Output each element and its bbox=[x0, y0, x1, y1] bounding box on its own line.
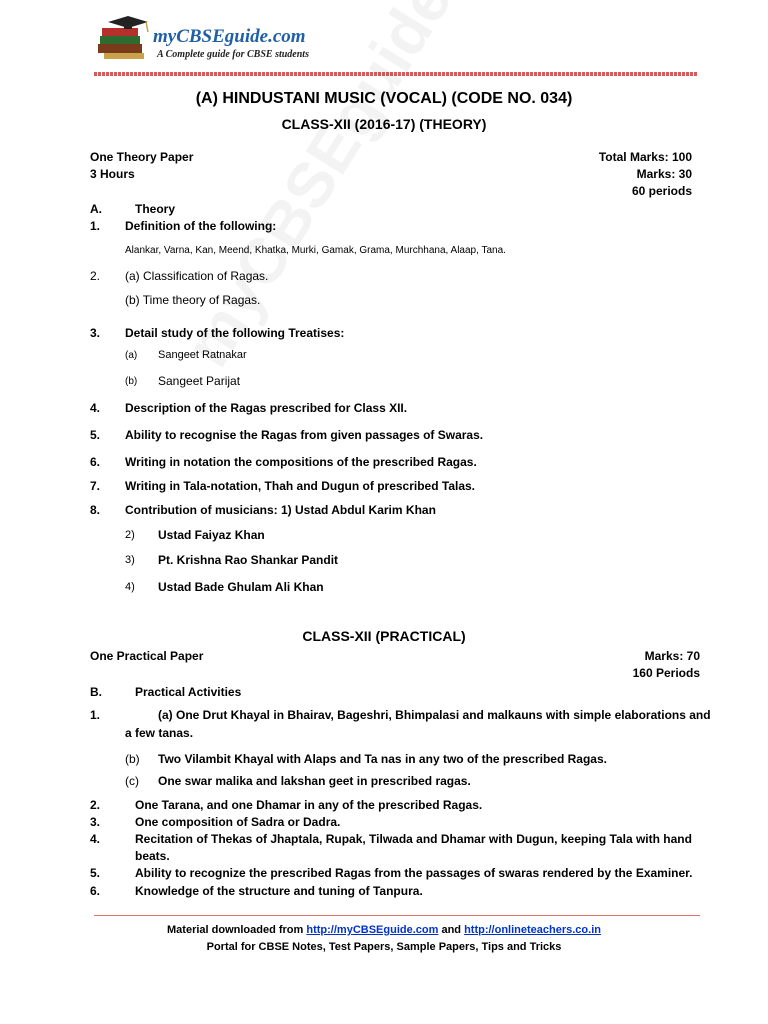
list-item: Sangeet Parijat bbox=[158, 374, 241, 388]
section-letter-b: B. bbox=[90, 685, 102, 699]
list-item: Description of the Ragas prescribed for Class XII. bbox=[125, 401, 408, 415]
books-logo-icon bbox=[94, 14, 158, 64]
list-item-number: 2) bbox=[125, 529, 135, 541]
list-item-number: 7. bbox=[90, 479, 101, 493]
list-item: One Tarana, and one Dhamar in any of the prescribed Ragas. bbox=[135, 798, 483, 812]
list-item: Ustad Faiyaz Khan bbox=[158, 528, 265, 542]
list-item-number: 4) bbox=[125, 581, 135, 593]
list-item: Alankar, Varna, Kan, Meend, Khatka, Murki, Gamak, Grama, Murchhana, Alaap, Tana. bbox=[125, 245, 506, 256]
site-name[interactable]: myCBSEguide.com bbox=[153, 26, 306, 47]
list-item: Sangeet Ratnakar bbox=[158, 349, 247, 361]
total-marks: Total Marks: 100 bbox=[598, 150, 692, 164]
practical-heading: CLASS-XII (PRACTICAL) bbox=[302, 628, 466, 644]
list-item: Writing in Tala-notation, Thah and Dugun of prescribed Talas. bbox=[125, 479, 476, 493]
list-item-number: 5. bbox=[90, 866, 101, 880]
list-item-number: 5. bbox=[90, 428, 101, 442]
list-item-number: 3. bbox=[90, 326, 101, 340]
list-item: Ability to recognise the Ragas from given passages of Swaras. bbox=[125, 428, 484, 442]
list-item-continuation: a few tanas. bbox=[125, 726, 194, 740]
practical-paper-label: One Practical Paper bbox=[90, 649, 204, 663]
list-item-number: (b) bbox=[125, 376, 138, 387]
list-item-number: (c) bbox=[125, 774, 139, 788]
footer-prefix: Material downloaded from bbox=[167, 924, 307, 936]
list-item: Recitation of Thekas of Jhaptala, Rupak, Tilwada and Dhamar with Dugun, keeping Tala with hand bbox=[135, 832, 692, 846]
list-item: (a) One Drut Khayal in Bhairav, Bageshri, Bhimpalasi and malkauns with simple elaborations and bbox=[158, 708, 711, 722]
practical-periods: 160 Periods bbox=[632, 666, 700, 680]
list-item: (a) Classification of Ragas. bbox=[125, 269, 269, 283]
theory-paper-label: One Theory Paper bbox=[90, 150, 194, 164]
list-item-number: (a) bbox=[125, 350, 138, 361]
section-letter-a: A. bbox=[90, 202, 102, 216]
document-title: (A) HINDUSTANI MUSIC (VOCAL) (CODE NO. 034) bbox=[195, 90, 573, 107]
list-item: Two Vilambit Khayal with Alaps and Ta nas in any two of the prescribed Ragas. bbox=[158, 752, 607, 766]
section-title-theory: Theory bbox=[135, 202, 176, 216]
list-item-number: 4. bbox=[90, 401, 101, 415]
list-item-number: 2. bbox=[90, 269, 101, 283]
list-item: (b) Time theory of Ragas. bbox=[125, 293, 261, 307]
mycbseguide-link[interactable]: http://myCBSEguide.com bbox=[306, 924, 439, 936]
list-item-number: 1. bbox=[90, 708, 101, 722]
list-item-number: 6. bbox=[90, 884, 101, 898]
list-item-number: 4. bbox=[90, 832, 101, 846]
list-item-number: 3) bbox=[125, 554, 135, 566]
list-item: Ustad Bade Ghulam Ali Khan bbox=[158, 580, 324, 594]
list-item: One swar malika and lakshan geet in prescribed ragas. bbox=[158, 774, 471, 788]
list-item: Writing in notation the compositions of the prescribed Ragas. bbox=[125, 455, 477, 469]
list-item-continuation: beats. bbox=[135, 849, 170, 863]
footer-portal-line: Portal for CBSE Notes, Test Papers, Sample Papers, Tips and Tricks bbox=[206, 941, 562, 953]
list-item: Ability to recognize the prescribed Ragas from the passages of swaras rendered by the Examiner. bbox=[135, 866, 693, 880]
list-item-number: 2. bbox=[90, 798, 101, 812]
footer-and: and bbox=[438, 924, 465, 936]
theory-periods: 60 periods bbox=[631, 184, 692, 198]
list-item: Contribution of musicians: 1) Ustad Abdul Karim Khan bbox=[125, 503, 436, 517]
list-item: Knowledge of the structure and tuning of Tanpura. bbox=[135, 884, 423, 898]
theory-hours: 3 Hours bbox=[90, 167, 135, 181]
onlineteachers-link[interactable]: http://onlineteachers.co.in bbox=[464, 924, 601, 936]
list-item-number: 8. bbox=[90, 503, 101, 517]
list-item-number: 1. bbox=[90, 219, 101, 233]
list-item: Definition of the following: bbox=[125, 219, 277, 233]
list-item: One composition of Sadra or Dadra. bbox=[135, 815, 341, 829]
list-item: Detail study of the following Treatises: bbox=[125, 326, 345, 340]
footer-download-line bbox=[0, 924, 768, 936]
theory-marks: Marks: 30 bbox=[636, 167, 692, 181]
site-tagline: A Complete guide for CBSE students bbox=[157, 49, 309, 60]
practical-marks: Marks: 70 bbox=[644, 649, 700, 663]
footer-divider bbox=[94, 915, 700, 916]
document-subtitle: CLASS-XII (2016-17) (THEORY) bbox=[281, 116, 487, 132]
list-item-number: 6. bbox=[90, 455, 101, 469]
list-item-number: (b) bbox=[125, 752, 140, 766]
section-title-practical: Practical Activities bbox=[135, 685, 242, 699]
list-item: Pt. Krishna Rao Shankar Pandit bbox=[158, 553, 339, 567]
list-item-number: 3. bbox=[90, 815, 101, 829]
